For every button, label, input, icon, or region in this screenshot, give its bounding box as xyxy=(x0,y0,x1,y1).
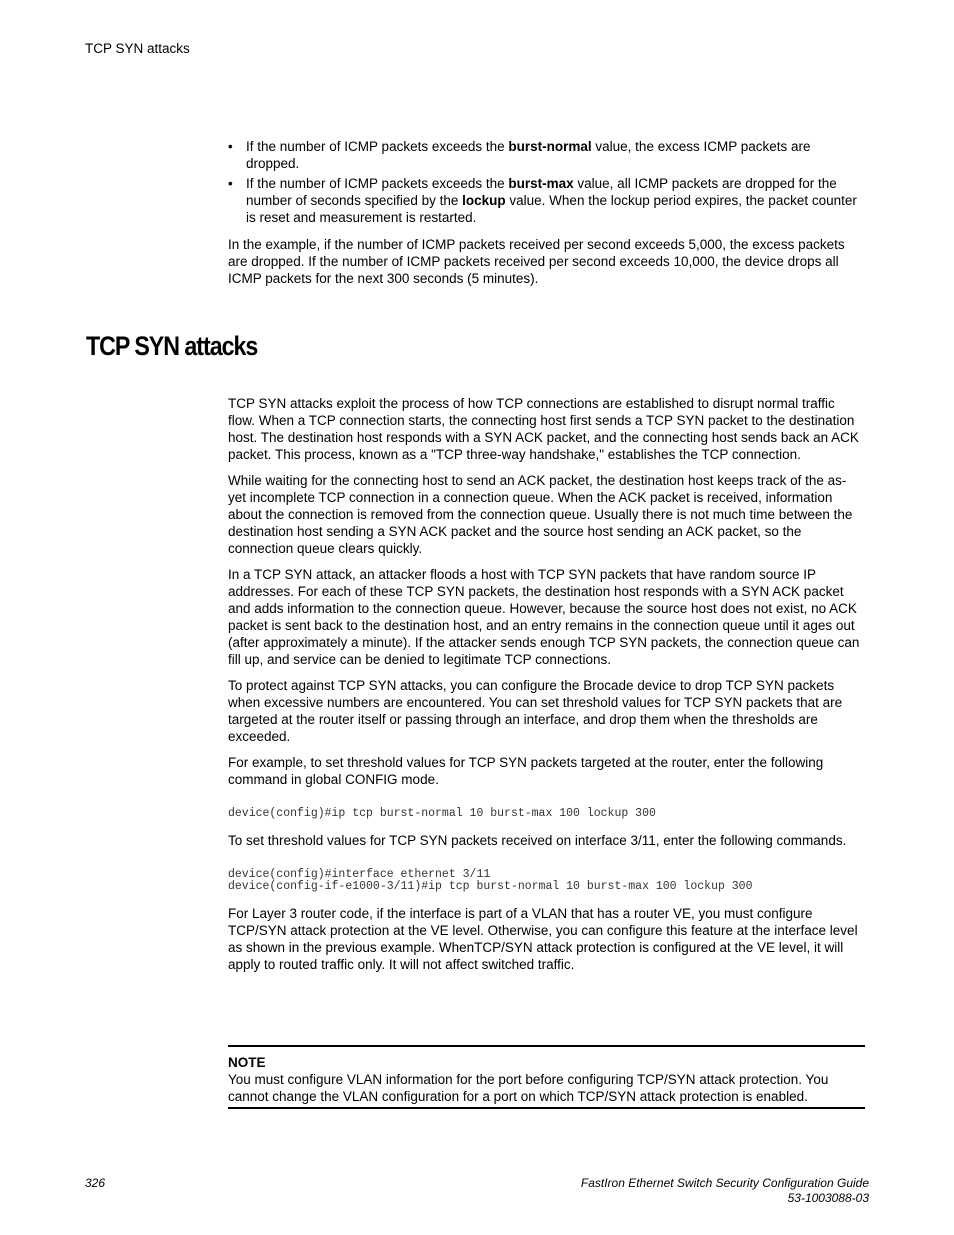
section-body xyxy=(228,395,864,982)
page-number: 326 xyxy=(85,1176,106,1190)
code-line: device(config-if-e1000-3/11)#ip tcp burst-normal 10 burst-max 100 lockup 300 xyxy=(228,880,753,893)
paragraph: For Layer 3 router code, if the interface is part of a VLAN that has a router VE, you must configure TCP/SYN attack protection at the VE level. Otherwise, you can configure this feature at the interface level as shown in the previous example. WhenTCP/SYN attack protection is configured at the VE level, it will apply to routed traffic only. It will not affect switched traffic. xyxy=(228,906,858,972)
note-text: You must configure VLAN information for the port before configuring TCP/SYN attack protection. You cannot change the VLAN configuration for a port on which TCP/SYN attack protection is enabled. xyxy=(228,1072,829,1104)
paragraph: In a TCP SYN attack, an attacker floods a host with TCP SYN packets that have random source IP addresses. For each of these TCP SYN packets, the destination host responds with a SYN ACK packet and adds information to the connection queue. However, because the source host does not exist, no ACK packet is sent back to the destination host, and an entry remains in the connection queue until it ages out (after approximately a minute). If the attacker sends enough TCP SYN packets, the connection queue can fill up, and service can be denied to legitimate TCP connections. xyxy=(228,567,860,667)
bullet-icon: • xyxy=(228,176,233,191)
note-title: NOTE xyxy=(228,1055,266,1070)
term-burst-max: burst-max xyxy=(508,176,574,191)
bullet-icon: • xyxy=(228,139,233,154)
section-heading: TCP SYN attacks xyxy=(86,331,258,361)
code-block xyxy=(228,869,864,893)
bullet-item: • If the number of ICMP packets exceeds the burst-max value, all ICMP packets are dropped for the number of seconds specified by the lockup value. When the lockup period expires, the packet counter is reset and measurement is restarted. xyxy=(228,176,857,225)
paragraph: While waiting for the connecting host to send an ACK packet, the destination host keeps track of the as-yet incomplete TCP connection in a connection queue. When the ACK packet is received, information about the connection is removed from the connection queue. Usually there is not much time between the destination host sending a SYN ACK packet and the source host sending an ACK packet, so the connection queue clears quickly. xyxy=(228,473,853,556)
bullet-list xyxy=(228,138,864,229)
paragraph: To protect against TCP SYN attacks, you can configure the Brocade device to drop TCP SYN packets when excessive numbers are encountered. You can set threshold values for TCP SYN packets that are targeted at the router itself or passing through an interface, and drop them when the thresholds are exceeded. xyxy=(228,678,843,744)
bullet-item: • If the number of ICMP packets exceeds the burst-normal value, the excess ICMP packets are dropped. xyxy=(228,139,811,171)
doc-title: FastIron Ethernet Switch Security Configuration Guide xyxy=(580,1176,869,1190)
paragraph: TCP SYN attacks exploit the process of how TCP connections are established to disrupt normal traffic flow. When a TCP connection starts, the connecting host first sends a TCP SYN packet to the destination host. The destination host responds with a SYN ACK packet, and the connecting host sends back an ACK packet. This process, known as a "TCP three-way handshake," establishes the TCP connection. xyxy=(228,396,859,462)
term-burst-normal: burst-normal xyxy=(508,139,592,154)
doc-number: 53-1003088-03 xyxy=(787,1191,869,1205)
example-paragraph: In the example, if the number of ICMP packets received per second exceeds 5,000, the excess packets are dropped. If the number of ICMP packets received per second exceeds 10,000, the device drops all ICMP packets for the next 300 seconds (5 minutes). xyxy=(228,237,845,286)
paragraph: To set threshold values for TCP SYN packets received on interface 3/11, enter the following commands. xyxy=(228,833,847,848)
term-lockup: lockup xyxy=(462,193,506,208)
footer-doc-info xyxy=(581,1176,869,1206)
code-line: device(config)#interface ethernet 3/11 xyxy=(228,868,491,881)
paragraph: For example, to set threshold values for TCP SYN packets targeted at the router, enter the following command in global CONFIG mode. xyxy=(228,755,824,787)
note-box xyxy=(228,1045,865,1109)
code-block: device(config)#ip tcp burst-normal 10 burst-max 100 lockup 300 xyxy=(228,807,656,820)
running-header: TCP SYN attacks xyxy=(85,41,190,56)
